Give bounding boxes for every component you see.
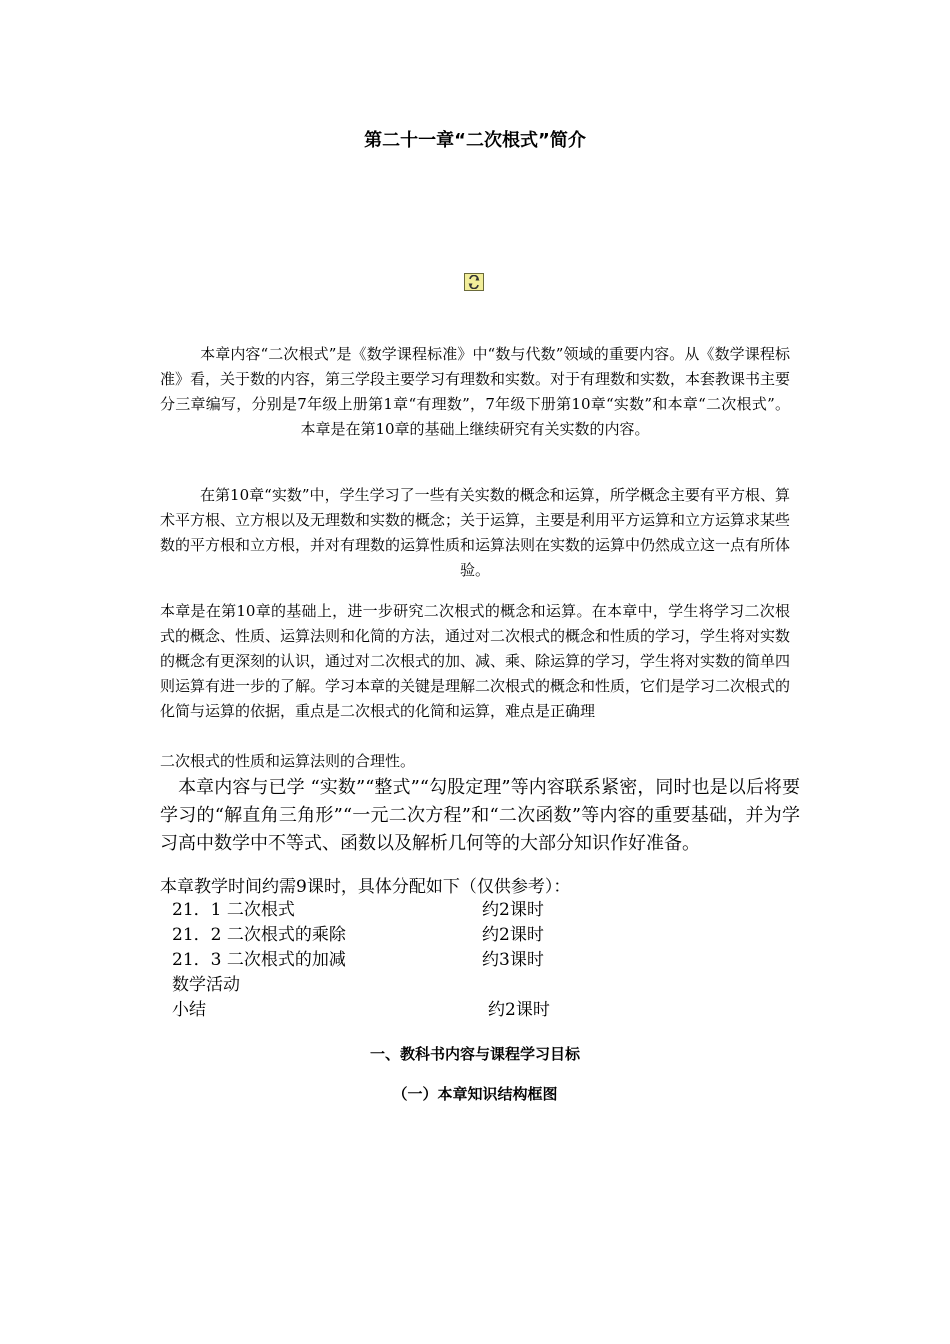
schedule-intro: 本章教学时间约需9课时，具体分配如下（仅供参考）： — [160, 877, 571, 897]
schedule-item: 21．2 二次根式的乘除 — [172, 925, 346, 945]
intro-paragraph-1: 本章内容“二次根式”是《数学课程标准》中“数与代数”领域的重要内容。从《数学课程标准》看，关于数的内容，第三学段主要学习有理数和实数。对于有理数和实数，本套教课书主要分三章编写，分别是7年级上册第1章“有理数”，7年级下册第10章“实数”和本章“二次根式”。本章是在第10章的基础上继续研究有关实数的内容。 — [160, 345, 791, 438]
embedded-object-icon[interactable] — [464, 273, 484, 291]
schedule-row — [172, 923, 544, 948]
schedule-hours: 约3课时 — [482, 950, 544, 970]
schedule-item: 21．3 二次根式的加减 — [172, 950, 346, 970]
schedule-hours: 约2课时 — [482, 900, 544, 920]
intro-paragraph-3-continued: 二次根式的性质和运算法则的合理性。 — [160, 752, 416, 770]
schedule-item: 小结 — [172, 1000, 206, 1020]
intro-paragraph-3: 本章是在第10章的基础上，进一步研究二次根式的概念和运算。在本章中，学生将学习二次根式的概念、性质、运算法则和化简的方法，通过对二次根式的概念和性质的学习，学生将对实数的概念有更深刻的认识，通过对二次根式的加、减、乘、除运算的学习，学生将对实数的简单四则运算有进一步的了解。学习本章的关键是理解二次根式的概念和性质，它们是学习二次根式的化简与运算的依据，重点是二次根式的化简和运算，难点是正确理 — [160, 602, 791, 720]
schedule-item: 21．1 二次根式 — [172, 900, 295, 920]
section-heading: 一、教科书内容与课程学习目标 — [369, 1045, 580, 1063]
schedule-item: 数学活动 — [172, 975, 240, 995]
subsection-heading: （一）本章知识结构框图 — [392, 1085, 558, 1103]
schedule-row — [172, 998, 550, 1023]
schedule-row — [172, 973, 240, 998]
intro-paragraph-2: 在第10章“实数”中，学生学习了一些有关实数的概念和运算，所学概念主要有平方根、算术平方根、立方根以及无理数和实数的概念；关于运算，主要是利用平方运算和立方运算求某些数的平方根和立方根，并对有理数的运算性质和运算法则在实数的运算中仍然成立这一点有所体验。 — [160, 486, 791, 579]
page-title: 第二十一章“二次根式”简介 — [364, 130, 586, 151]
schedule-hours: 约2课时 — [482, 925, 544, 945]
schedule-row — [172, 948, 544, 973]
schedule-row — [172, 898, 544, 923]
schedule-hours: 约2课时 — [488, 1000, 550, 1020]
intro-paragraph-4: 本章内容与已学 “实数”“整式”“勾股定理”等内容联系紧密，同时也是以后将要学习的“解直角三角形”“一元二次方程”和“二次函数”等内容的重要基础，并为学习高中数学中不等式、函数以及解析几何等的大部分知识作好准备。 — [160, 777, 800, 854]
